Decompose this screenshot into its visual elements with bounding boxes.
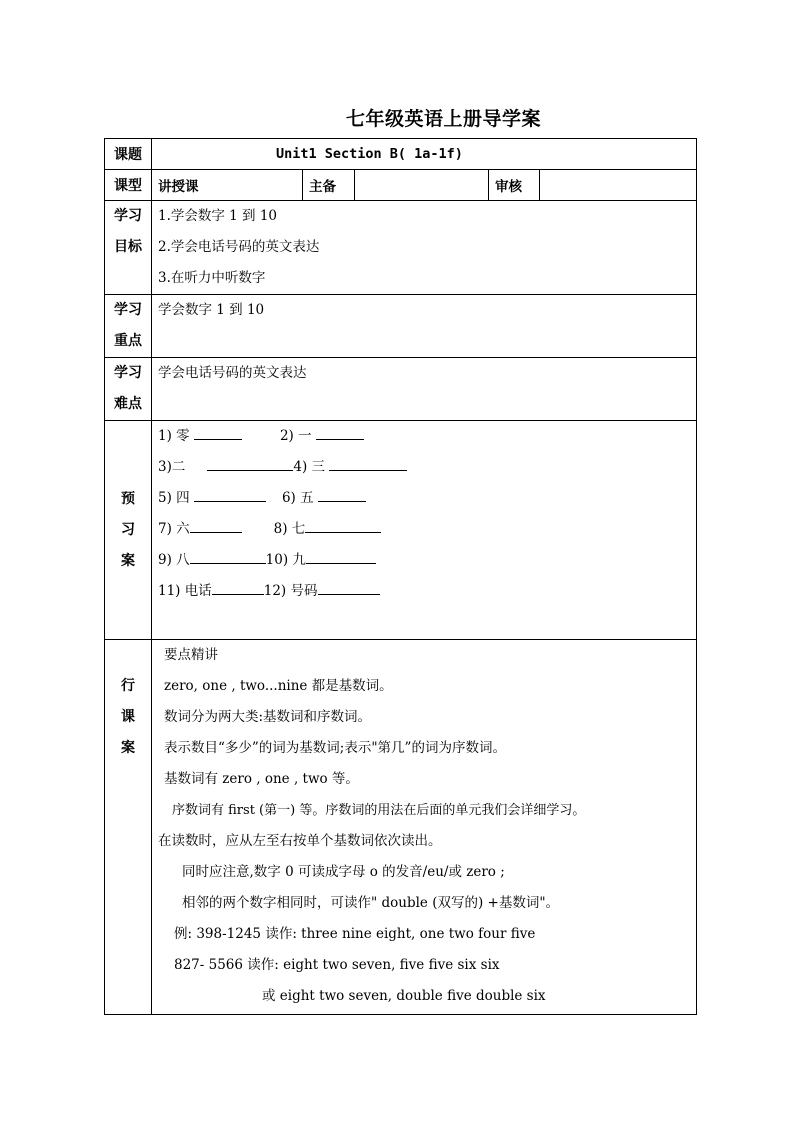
lesson-line: 827- 5566 读作: eight two seven, five five six six: [174, 957, 500, 973]
lesson-line: 相邻的两个数字相同时，可读作" double (双写的) +基数词"。: [182, 895, 560, 911]
preview-line: 3)二 4) 三: [158, 452, 696, 483]
lesson-line: zero, one , two...nine 都是基数词。: [164, 678, 393, 694]
goals-content: [152, 201, 697, 295]
difficulty-label: 学习 难点: [105, 358, 152, 421]
lesson-label: 行 课 案: [105, 640, 152, 1015]
host-label: 主备: [303, 170, 355, 201]
host-value: [355, 170, 489, 201]
type-label: 课型: [105, 170, 152, 201]
lesson-line: 要点精讲: [164, 647, 218, 663]
topic-label: 课题: [105, 139, 152, 170]
row-goals: [105, 201, 697, 295]
type-value: 讲授课: [152, 170, 303, 201]
preview-line: 9) 八 10) 九: [158, 545, 696, 576]
topic-value: Unit1 Section B( 1a-1f): [276, 146, 463, 162]
key-points-content: 学会数字 1 到 10: [152, 295, 697, 358]
preview-line: 1) 零 2) 一: [158, 421, 696, 452]
row-type: [105, 170, 697, 201]
preview-line: 5) 四 6) 五: [158, 483, 696, 514]
lesson-line: 例: 398-1245 读作: three nine eight, one two four five: [174, 926, 536, 942]
lesson-content: [152, 640, 697, 1015]
preview-label: 预 习 案: [105, 421, 152, 640]
lesson-line: 基数词有 zero , one , two 等。: [164, 771, 359, 787]
row-preview: [105, 421, 697, 640]
row-difficulty: [105, 358, 697, 421]
key-points-label: 学习 重点: [105, 295, 152, 358]
preview-content: [152, 421, 697, 640]
row-topic: [105, 139, 697, 170]
lesson-line: 表示数目“多少”的词为基数词;表示"第几”的词为序数词。: [164, 740, 506, 756]
row-lesson: [105, 640, 697, 1015]
preview-line: 11) 电话 12) 号码: [158, 576, 696, 607]
review-label: 审核: [489, 170, 540, 201]
goal-line: 1.学会数字 1 到 10: [158, 208, 278, 224]
goals-label: 学习 目标: [105, 201, 152, 295]
lesson-line: 同时应注意,数字 0 可读成字母 o 的发音/eu/或 zero ;: [182, 864, 505, 880]
lesson-line: 序数词有 first (第一) 等。序数词的用法在后面的单元我们会详细学习。: [172, 803, 586, 818]
lesson-line: 在读数时，应从左至右按单个基数词依次读出。: [158, 833, 442, 849]
preview-line: 7) 六 8) 七: [158, 514, 696, 545]
difficulty-content: 学会电话号码的英文表达: [152, 358, 697, 421]
goal-line: 2.学会电话号码的英文表达: [158, 239, 320, 255]
lesson-line: 或 eight two seven, double five double six: [262, 988, 546, 1004]
document-title: 七年级英语上册导学案: [346, 108, 542, 130]
lesson-plan-table: [104, 138, 697, 1015]
lesson-line: 数词分为两大类:基数词和序数词。: [164, 709, 372, 725]
goal-line: 3.在听力中听数字: [158, 270, 266, 286]
review-value: [540, 170, 697, 201]
row-key-points: [105, 295, 697, 358]
topic-value-cell: [152, 139, 697, 170]
